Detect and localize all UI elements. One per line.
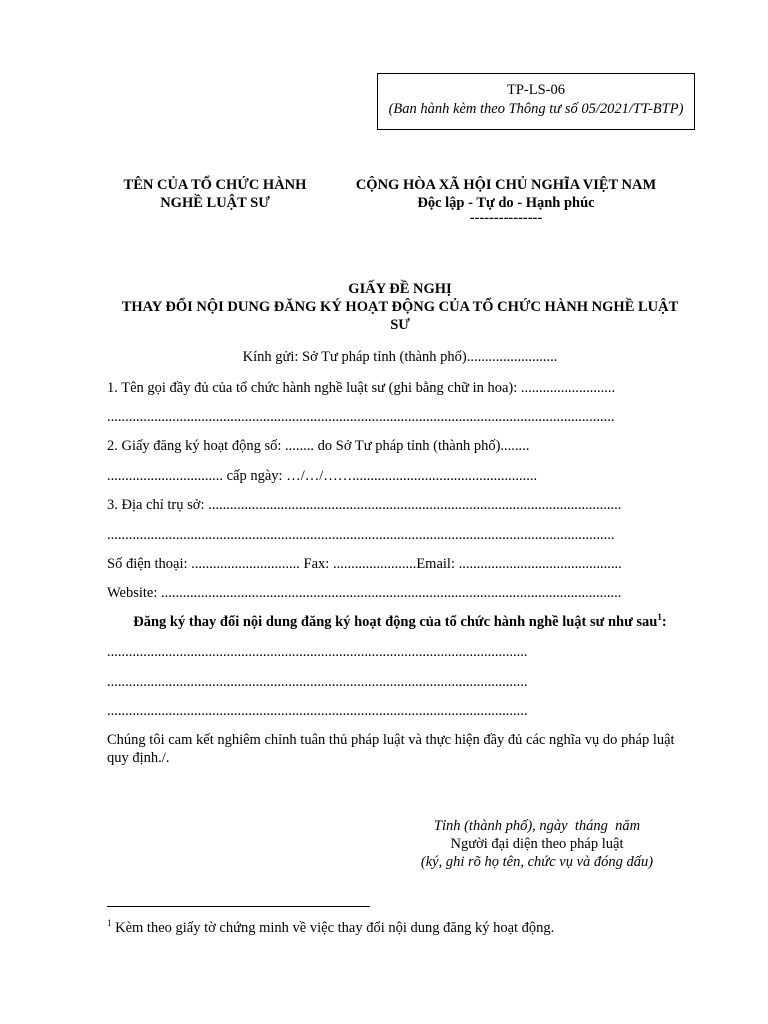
org-header-line1: TÊN CỦA TỔ CHỨC HÀNH (123, 177, 307, 193)
item2-continuation: ................................ cấp ngày: …/…/……................................................... (107, 468, 538, 484)
form-code-box (377, 73, 695, 130)
national-header (330, 177, 682, 227)
contact-line: Số điện thoại: .............................. Fax: .......................Email: ............................................. (107, 556, 622, 572)
item3-continuation: ............................................................................................................................................ (107, 527, 615, 543)
item3-address: 3. Địa chỉ trụ sở: .................................................................................................................. (107, 497, 622, 513)
signature-block (395, 818, 679, 871)
recipient-line: Kính gửi: Sở Tư pháp tỉnh (thành phố)......................... (242, 349, 558, 365)
request-heading (100, 614, 700, 631)
item1-continuation: ............................................................................................................................................ (107, 409, 615, 425)
title-line1: GIẤY ĐỀ NGHỊ (348, 281, 452, 297)
item2-registration: 2. Giấy đăng ký hoạt động số: ........ do Sở Tư pháp tỉnh (thành phố)........ (107, 438, 530, 454)
place-date: Tỉnh (thành phố), ngày tháng năm (433, 818, 641, 834)
footnote-mark: 1 (107, 918, 112, 929)
blank-line: .................................................................................................................... (107, 644, 528, 660)
item1-org-name: 1. Tên gọi đầy đủ của tổ chức hành nghề luật sư (ghi bằng chữ in hoa): .......................... (107, 380, 616, 396)
request-heading-colon: : (661, 614, 667, 630)
footnote-ref: 1 (657, 612, 662, 623)
footnote-text: Kèm theo giấy tờ chứng minh về việc thay đổi nội dung đăng ký hoạt động. (115, 920, 555, 936)
document-title (100, 281, 700, 334)
commitment-line1: Chúng tôi cam kết nghiêm chỉnh tuân thủ pháp luật và thực hiện đầy đủ các nghĩa vụ do pháp luật (107, 732, 675, 748)
signer-role: Người đại diện theo pháp luật (450, 836, 624, 852)
signature-instruction: (ký, ghi rõ họ tên, chức vụ và đóng dấu) (420, 854, 654, 870)
request-heading-text: Đăng ký thay đổi nội dung đăng ký hoạt động của tổ chức hành nghề luật sư như sau (133, 614, 658, 630)
blank-line: .................................................................................................................... (107, 703, 528, 719)
blank-line: .................................................................................................................... (107, 674, 528, 690)
commitment-paragraph (107, 732, 707, 767)
title-line2: THAY ĐỔI NỘI DUNG ĐĂNG KÝ HOẠT ĐỘNG CỦA TỔ CHỨC HÀNH NGHỀ LUẬT (121, 299, 679, 315)
title-line3: SƯ (390, 317, 410, 333)
form-code: TP-LS-06 (507, 82, 565, 98)
country-name: CỘNG HÒA XÃ HỘI CHỦ NGHĨA VIỆT NAM (355, 177, 657, 193)
national-motto: Độc lập - Tự do - Hạnh phúc (417, 195, 595, 211)
organization-name-header (100, 177, 330, 212)
commitment-line2: quy định./. (107, 750, 170, 766)
org-header-line2: NGHỀ LUẬT SƯ (160, 195, 270, 211)
footnote (107, 920, 707, 937)
header-rule: --------------- (469, 210, 543, 226)
issued-by-note: (Ban hành kèm theo Thông tư số 05/2021/TT-BTP) (388, 101, 684, 117)
footnote-separator (107, 906, 370, 907)
website-line: Website: ............................................................................................................................... (107, 585, 622, 601)
